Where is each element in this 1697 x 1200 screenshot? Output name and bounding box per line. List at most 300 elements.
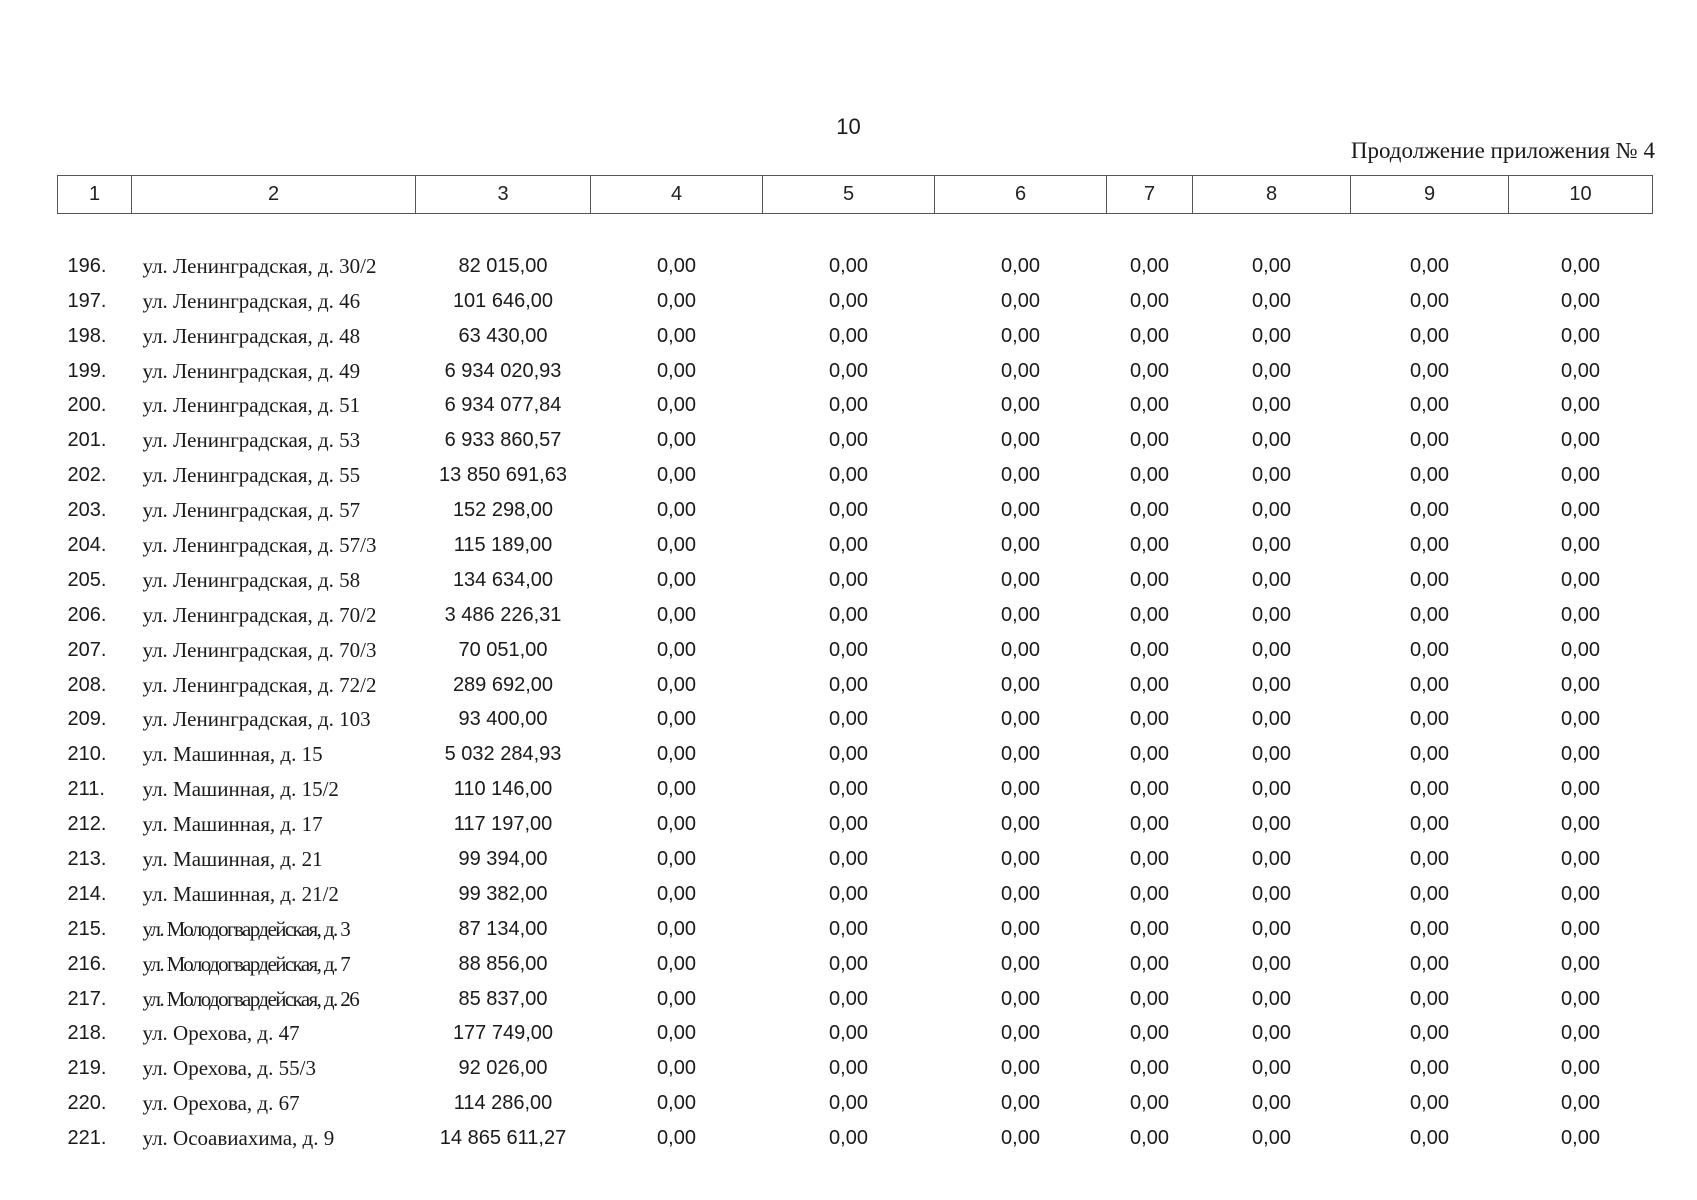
- table-row: [58, 807, 1653, 842]
- value-cell-col-5: 0,00: [829, 847, 868, 870]
- value-cell-col-8: 0,00: [1252, 708, 1291, 731]
- value-cell-col-3: 3 486 226,31: [444, 603, 562, 626]
- value-cell-col-6: 0,00: [1001, 359, 1040, 382]
- value-cell-col-7: 0,00: [1130, 987, 1169, 1010]
- value-cell-col-5: 0,00: [829, 882, 868, 905]
- value-cell-col-6: 0,00: [1001, 987, 1040, 1010]
- table-row: [58, 702, 1653, 737]
- value-cell-col-4: 0,00: [657, 324, 696, 347]
- value-cell-col-9: 0,00: [1410, 603, 1449, 626]
- value-cell-col-10: 0,00: [1561, 1057, 1600, 1080]
- value-cell-col-10: 0,00: [1561, 743, 1600, 766]
- value-cell-col-8: 0,00: [1252, 917, 1291, 940]
- value-cell-col-7: 0,00: [1130, 743, 1169, 766]
- column-header: 8: [1193, 176, 1351, 214]
- value-cell-col-5: 0,00: [829, 499, 868, 522]
- value-cell-col-7: 0,00: [1130, 499, 1169, 522]
- value-cell-col-7: 0,00: [1130, 847, 1169, 870]
- value-cell-col-4: 0,00: [657, 813, 696, 836]
- value-cell-col-3: 177 749,00: [452, 1022, 554, 1045]
- value-cell-col-8: 0,00: [1252, 987, 1291, 1010]
- value-cell-col-5: 0,00: [829, 289, 868, 312]
- value-cell-col-3: 114 286,00: [453, 1092, 553, 1115]
- value-cell-col-4: 0,00: [657, 952, 696, 975]
- value-cell-col-7: 0,00: [1130, 603, 1169, 626]
- row-number: 220.: [67, 1092, 107, 1115]
- value-cell-col-8: 0,00: [1252, 289, 1291, 312]
- value-cell-col-7: 0,00: [1130, 708, 1169, 731]
- value-cell-col-10: 0,00: [1561, 603, 1600, 626]
- value-cell-col-9: 0,00: [1410, 533, 1449, 556]
- value-cell-col-10: 0,00: [1561, 289, 1600, 312]
- address-cell: ул. Молодогвардейская, д. 7: [142, 951, 350, 976]
- value-cell-col-7: 0,00: [1130, 568, 1169, 591]
- value-cell-col-10: 0,00: [1561, 499, 1600, 522]
- value-cell-col-5: 0,00: [829, 324, 868, 347]
- value-cell-col-3: 92 026,00: [458, 1057, 548, 1080]
- value-cell-col-8: 0,00: [1252, 499, 1291, 522]
- table-header: [58, 176, 1653, 214]
- value-cell-col-10: 0,00: [1561, 882, 1600, 905]
- value-cell-col-10: 0,00: [1561, 673, 1600, 696]
- value-cell-col-8: 0,00: [1252, 359, 1291, 382]
- row-number: 203.: [67, 499, 107, 522]
- column-header: 9: [1351, 176, 1509, 214]
- value-cell-col-6: 0,00: [1001, 708, 1040, 731]
- header-row: [58, 176, 1653, 214]
- value-cell-col-8: 0,00: [1252, 1092, 1291, 1115]
- row-number: 210.: [67, 743, 107, 766]
- address-cell: ул. Орехова, д. 55/3: [142, 1056, 316, 1081]
- value-cell-col-9: 0,00: [1410, 1092, 1449, 1115]
- appendix-table: [57, 175, 1653, 1156]
- table-row: [58, 528, 1653, 563]
- address-cell: ул. Ленинградская, д. 58: [142, 567, 361, 592]
- value-cell-col-5: 0,00: [829, 568, 868, 591]
- row-number: 208.: [67, 673, 107, 696]
- value-cell-col-3: 6 934 077,84: [444, 394, 562, 417]
- value-cell-col-9: 0,00: [1410, 673, 1449, 696]
- value-cell-col-5: 0,00: [829, 743, 868, 766]
- table-row: [58, 982, 1653, 1017]
- table-row: [58, 423, 1653, 458]
- table-row: [58, 668, 1653, 703]
- value-cell-col-4: 0,00: [657, 708, 696, 731]
- value-cell-col-6: 0,00: [1001, 1127, 1040, 1150]
- value-cell-col-6: 0,00: [1001, 464, 1040, 487]
- table-row: [58, 458, 1653, 493]
- value-cell-col-6: 0,00: [1001, 533, 1040, 556]
- address-cell: ул. Ленинградская, д. 72/2: [142, 672, 377, 697]
- table-row: [58, 1086, 1653, 1121]
- value-cell-col-6: 0,00: [1001, 847, 1040, 870]
- column-header: 3: [416, 176, 591, 214]
- value-cell-col-5: 0,00: [829, 1092, 868, 1115]
- address-cell: ул. Ленинградская, д. 51: [142, 393, 361, 418]
- appendix-continuation-note: Продолжение приложения № 4: [1350, 138, 1655, 163]
- value-cell-col-6: 0,00: [1001, 394, 1040, 417]
- row-number: 214.: [67, 882, 107, 905]
- value-cell-col-9: 0,00: [1410, 743, 1449, 766]
- value-cell-col-10: 0,00: [1561, 708, 1600, 731]
- value-cell-col-5: 0,00: [829, 708, 868, 731]
- table-row: [58, 354, 1653, 389]
- value-cell-col-3: 82 015,00: [458, 254, 548, 277]
- value-cell-col-7: 0,00: [1130, 1057, 1169, 1080]
- value-cell-col-6: 0,00: [1001, 429, 1040, 452]
- value-cell-col-3: 152 298,00: [452, 499, 554, 522]
- row-number: 215.: [67, 917, 107, 940]
- row-number: 196.: [67, 254, 107, 277]
- address-cell: ул. Машинная, д. 21: [142, 846, 323, 871]
- row-number: 216.: [67, 952, 107, 975]
- value-cell-col-9: 0,00: [1410, 1057, 1449, 1080]
- row-number: 218.: [67, 1022, 107, 1045]
- value-cell-col-6: 0,00: [1001, 917, 1040, 940]
- value-cell-col-7: 0,00: [1130, 813, 1169, 836]
- table-body: [58, 214, 1653, 1157]
- value-cell-col-7: 0,00: [1130, 464, 1169, 487]
- row-number: 201.: [67, 429, 107, 452]
- value-cell-col-4: 0,00: [657, 778, 696, 801]
- table-row: [58, 1121, 1653, 1156]
- value-cell-col-8: 0,00: [1252, 254, 1291, 277]
- value-cell-col-10: 0,00: [1561, 638, 1600, 661]
- value-cell-col-7: 0,00: [1130, 289, 1169, 312]
- value-cell-col-7: 0,00: [1130, 324, 1169, 347]
- value-cell-col-9: 0,00: [1410, 359, 1449, 382]
- table-row: [58, 737, 1653, 772]
- table-row: [58, 877, 1653, 912]
- value-cell-col-10: 0,00: [1561, 429, 1600, 452]
- value-cell-col-4: 0,00: [657, 499, 696, 522]
- row-number: 205.: [67, 568, 107, 591]
- column-header: 5: [763, 176, 935, 214]
- address-cell: ул. Ленинградская, д. 49: [142, 358, 361, 383]
- row-number: 198.: [67, 324, 107, 347]
- row-number: 217.: [67, 987, 107, 1010]
- value-cell-col-4: 0,00: [657, 1022, 696, 1045]
- value-cell-col-7: 0,00: [1130, 952, 1169, 975]
- address-cell: ул. Ленинградская, д. 30/2: [142, 253, 377, 278]
- value-cell-col-7: 0,00: [1130, 778, 1169, 801]
- address-cell: ул. Орехова, д. 47: [142, 1021, 300, 1046]
- value-cell-col-4: 0,00: [657, 1057, 696, 1080]
- value-cell-col-4: 0,00: [657, 743, 696, 766]
- value-cell-col-3: 5 032 284,93: [444, 743, 562, 766]
- value-cell-col-10: 0,00: [1561, 778, 1600, 801]
- value-cell-col-5: 0,00: [829, 1057, 868, 1080]
- address-cell: ул. Орехова, д. 67: [142, 1091, 300, 1116]
- value-cell-col-6: 0,00: [1001, 568, 1040, 591]
- address-cell: ул. Ленинградская, д. 53: [142, 428, 361, 453]
- column-header: 1: [58, 176, 132, 214]
- value-cell-col-7: 0,00: [1130, 254, 1169, 277]
- value-cell-col-9: 0,00: [1410, 778, 1449, 801]
- value-cell-col-9: 0,00: [1410, 289, 1449, 312]
- address-cell: ул. Ленинградская, д. 57: [142, 498, 361, 523]
- address-cell: ул. Ленинградская, д. 48: [142, 323, 361, 348]
- value-cell-col-8: 0,00: [1252, 952, 1291, 975]
- value-cell-col-9: 0,00: [1410, 394, 1449, 417]
- value-cell-col-4: 0,00: [657, 533, 696, 556]
- value-cell-col-8: 0,00: [1252, 533, 1291, 556]
- value-cell-col-3: 289 692,00: [452, 673, 554, 696]
- value-cell-col-3: 115 189,00: [453, 533, 553, 556]
- value-cell-col-5: 0,00: [829, 359, 868, 382]
- address-cell: ул. Машинная, д. 17: [142, 812, 323, 837]
- value-cell-col-4: 0,00: [657, 464, 696, 487]
- value-cell-col-8: 0,00: [1252, 464, 1291, 487]
- value-cell-col-7: 0,00: [1130, 1022, 1169, 1045]
- value-cell-col-4: 0,00: [657, 1127, 696, 1150]
- value-cell-col-6: 0,00: [1001, 673, 1040, 696]
- value-cell-col-3: 99 382,00: [458, 882, 548, 905]
- value-cell-col-8: 0,00: [1252, 673, 1291, 696]
- row-number: 211.: [67, 778, 105, 801]
- value-cell-col-4: 0,00: [657, 673, 696, 696]
- value-cell-col-9: 0,00: [1410, 254, 1449, 277]
- value-cell-col-5: 0,00: [829, 464, 868, 487]
- table-row: [58, 249, 1653, 284]
- value-cell-col-8: 0,00: [1252, 638, 1291, 661]
- value-cell-col-5: 0,00: [829, 917, 868, 940]
- value-cell-col-6: 0,00: [1001, 254, 1040, 277]
- page-number: 10: [836, 114, 861, 139]
- value-cell-col-8: 0,00: [1252, 778, 1291, 801]
- value-cell-col-4: 0,00: [657, 394, 696, 417]
- value-cell-col-5: 0,00: [829, 1127, 868, 1150]
- value-cell-col-7: 0,00: [1130, 638, 1169, 661]
- value-cell-col-9: 0,00: [1410, 952, 1449, 975]
- table-row: [58, 633, 1653, 668]
- value-cell-col-5: 0,00: [829, 533, 868, 556]
- value-cell-col-10: 0,00: [1561, 568, 1600, 591]
- value-cell-col-10: 0,00: [1561, 394, 1600, 417]
- address-cell: ул. Машинная, д. 21/2: [142, 881, 339, 906]
- value-cell-col-9: 0,00: [1410, 917, 1449, 940]
- table-row: [58, 493, 1653, 528]
- value-cell-col-8: 0,00: [1252, 429, 1291, 452]
- value-cell-col-3: 14 865 611,27: [439, 1127, 567, 1150]
- value-cell-col-8: 0,00: [1252, 847, 1291, 870]
- table-row: [58, 1051, 1653, 1086]
- value-cell-col-9: 0,00: [1410, 638, 1449, 661]
- value-cell-col-5: 0,00: [829, 1022, 868, 1045]
- value-cell-col-6: 0,00: [1001, 324, 1040, 347]
- table-row: [58, 563, 1653, 598]
- value-cell-col-5: 0,00: [829, 952, 868, 975]
- value-cell-col-3: 110 146,00: [453, 778, 553, 801]
- value-cell-col-4: 0,00: [657, 917, 696, 940]
- value-cell-col-8: 0,00: [1252, 394, 1291, 417]
- row-number: 200.: [67, 394, 107, 417]
- value-cell-col-4: 0,00: [657, 429, 696, 452]
- value-cell-col-10: 0,00: [1561, 1092, 1600, 1115]
- value-cell-col-6: 0,00: [1001, 1057, 1040, 1080]
- value-cell-col-10: 0,00: [1561, 847, 1600, 870]
- value-cell-col-9: 0,00: [1410, 987, 1449, 1010]
- table-row: [58, 598, 1653, 633]
- address-cell: ул. Машинная, д. 15/2: [142, 777, 339, 802]
- value-cell-col-6: 0,00: [1001, 813, 1040, 836]
- address-cell: ул. Ленинградская, д. 103: [142, 707, 371, 732]
- row-number: 213.: [67, 847, 107, 870]
- value-cell-col-5: 0,00: [829, 394, 868, 417]
- value-cell-col-9: 0,00: [1410, 464, 1449, 487]
- value-cell-col-6: 0,00: [1001, 1022, 1040, 1045]
- value-cell-col-6: 0,00: [1001, 882, 1040, 905]
- value-cell-col-10: 0,00: [1561, 324, 1600, 347]
- column-header: 10: [1509, 176, 1653, 214]
- value-cell-col-10: 0,00: [1561, 1022, 1600, 1045]
- value-cell-col-4: 0,00: [657, 882, 696, 905]
- value-cell-col-9: 0,00: [1410, 429, 1449, 452]
- table-row: [58, 772, 1653, 807]
- value-cell-col-4: 0,00: [657, 638, 696, 661]
- value-cell-col-8: 0,00: [1252, 882, 1291, 905]
- value-cell-col-4: 0,00: [657, 847, 696, 870]
- value-cell-col-9: 0,00: [1410, 882, 1449, 905]
- value-cell-col-3: 70 051,00: [458, 638, 548, 661]
- value-cell-col-8: 0,00: [1252, 1127, 1291, 1150]
- column-header: 7: [1107, 176, 1193, 214]
- value-cell-col-8: 0,00: [1252, 603, 1291, 626]
- row-number: 221.: [67, 1127, 107, 1150]
- value-cell-col-8: 0,00: [1252, 1022, 1291, 1045]
- address-cell: ул. Машинная, д. 15: [142, 742, 323, 767]
- address-cell: ул. Ленинградская, д. 70/3: [142, 637, 377, 662]
- row-number: 207.: [67, 638, 107, 661]
- row-number: 206.: [67, 603, 107, 626]
- value-cell-col-10: 0,00: [1561, 917, 1600, 940]
- value-cell-col-7: 0,00: [1130, 533, 1169, 556]
- value-cell-col-4: 0,00: [657, 289, 696, 312]
- value-cell-col-5: 0,00: [829, 987, 868, 1010]
- value-cell-col-7: 0,00: [1130, 673, 1169, 696]
- table-row: [58, 319, 1653, 354]
- value-cell-col-3: 13 850 691,63: [439, 464, 567, 487]
- value-cell-col-10: 0,00: [1561, 987, 1600, 1010]
- value-cell-col-5: 0,00: [829, 603, 868, 626]
- table-row: [58, 1016, 1653, 1051]
- value-cell-col-10: 0,00: [1561, 813, 1600, 836]
- value-cell-col-8: 0,00: [1252, 813, 1291, 836]
- address-cell: ул. Ленинградская, д. 55: [142, 463, 361, 488]
- row-number: 219.: [67, 1057, 107, 1080]
- value-cell-col-6: 0,00: [1001, 743, 1040, 766]
- value-cell-col-6: 0,00: [1001, 289, 1040, 312]
- address-cell: ул. Ленинградская, д. 57/3: [142, 532, 377, 557]
- value-cell-col-5: 0,00: [829, 813, 868, 836]
- value-cell-col-8: 0,00: [1252, 568, 1291, 591]
- value-cell-col-10: 0,00: [1561, 254, 1600, 277]
- value-cell-col-3: 101 646,00: [452, 289, 554, 312]
- value-cell-col-5: 0,00: [829, 673, 868, 696]
- table-row: [58, 912, 1653, 947]
- value-cell-col-4: 0,00: [657, 359, 696, 382]
- value-cell-col-3: 88 856,00: [458, 952, 548, 975]
- table-row: [58, 284, 1653, 319]
- value-cell-col-3: 99 394,00: [458, 847, 548, 870]
- value-cell-col-8: 0,00: [1252, 743, 1291, 766]
- value-cell-col-6: 0,00: [1001, 638, 1040, 661]
- value-cell-col-10: 0,00: [1561, 533, 1600, 556]
- value-cell-col-10: 0,00: [1561, 464, 1600, 487]
- value-cell-col-9: 0,00: [1410, 1127, 1449, 1150]
- value-cell-col-10: 0,00: [1561, 1127, 1600, 1150]
- value-cell-col-3: 117 197,00: [453, 813, 553, 836]
- value-cell-col-4: 0,00: [657, 254, 696, 277]
- value-cell-col-7: 0,00: [1130, 882, 1169, 905]
- value-cell-col-5: 0,00: [829, 429, 868, 452]
- address-cell: ул. Ленинградская, д. 70/2: [142, 602, 377, 627]
- row-number: 212.: [67, 813, 107, 836]
- value-cell-col-6: 0,00: [1001, 603, 1040, 626]
- value-cell-col-8: 0,00: [1252, 324, 1291, 347]
- table-row: [58, 842, 1653, 877]
- value-cell-col-10: 0,00: [1561, 952, 1600, 975]
- value-cell-col-9: 0,00: [1410, 847, 1449, 870]
- value-cell-col-9: 0,00: [1410, 499, 1449, 522]
- column-header: 2: [132, 176, 416, 214]
- value-cell-col-4: 0,00: [657, 1092, 696, 1115]
- value-cell-col-4: 0,00: [657, 987, 696, 1010]
- address-cell: ул. Молодогвардейская, д. 3: [142, 916, 350, 941]
- value-cell-col-8: 0,00: [1252, 1057, 1291, 1080]
- value-cell-col-9: 0,00: [1410, 708, 1449, 731]
- address-cell: ул. Молодогвардейская, д. 26: [142, 986, 359, 1011]
- value-cell-col-5: 0,00: [829, 638, 868, 661]
- row-number: 209.: [67, 708, 107, 731]
- value-cell-col-4: 0,00: [657, 603, 696, 626]
- value-cell-col-7: 0,00: [1130, 1092, 1169, 1115]
- value-cell-col-5: 0,00: [829, 778, 868, 801]
- row-number: 199.: [67, 359, 107, 382]
- value-cell-col-6: 0,00: [1001, 1092, 1040, 1115]
- value-cell-col-3: 87 134,00: [458, 917, 548, 940]
- value-cell-col-6: 0,00: [1001, 952, 1040, 975]
- value-cell-col-3: 85 837,00: [458, 987, 548, 1010]
- value-cell-col-7: 0,00: [1130, 359, 1169, 382]
- address-cell: ул. Осоавиахима, д. 9: [142, 1126, 335, 1151]
- row-number: 202.: [67, 464, 107, 487]
- value-cell-col-3: 63 430,00: [458, 324, 548, 347]
- value-cell-col-3: 6 934 020,93: [444, 359, 562, 382]
- value-cell-col-9: 0,00: [1410, 324, 1449, 347]
- row-number: 204.: [67, 533, 107, 556]
- value-cell-col-7: 0,00: [1130, 394, 1169, 417]
- value-cell-col-10: 0,00: [1561, 359, 1600, 382]
- table-row: [58, 388, 1653, 423]
- value-cell-col-3: 134 634,00: [452, 568, 554, 591]
- address-cell: ул. Ленинградская, д. 46: [142, 288, 361, 313]
- value-cell-col-9: 0,00: [1410, 813, 1449, 836]
- value-cell-col-5: 0,00: [829, 254, 868, 277]
- value-cell-col-3: 6 933 860,57: [444, 429, 562, 452]
- value-cell-col-7: 0,00: [1130, 1127, 1169, 1150]
- column-header: 4: [591, 176, 763, 214]
- value-cell-col-6: 0,00: [1001, 778, 1040, 801]
- column-header: 6: [935, 176, 1107, 214]
- value-cell-col-4: 0,00: [657, 568, 696, 591]
- row-number: 197.: [67, 289, 107, 312]
- value-cell-col-3: 93 400,00: [458, 708, 548, 731]
- value-cell-col-6: 0,00: [1001, 499, 1040, 522]
- value-cell-col-7: 0,00: [1130, 917, 1169, 940]
- table-row: [58, 947, 1653, 982]
- value-cell-col-7: 0,00: [1130, 429, 1169, 452]
